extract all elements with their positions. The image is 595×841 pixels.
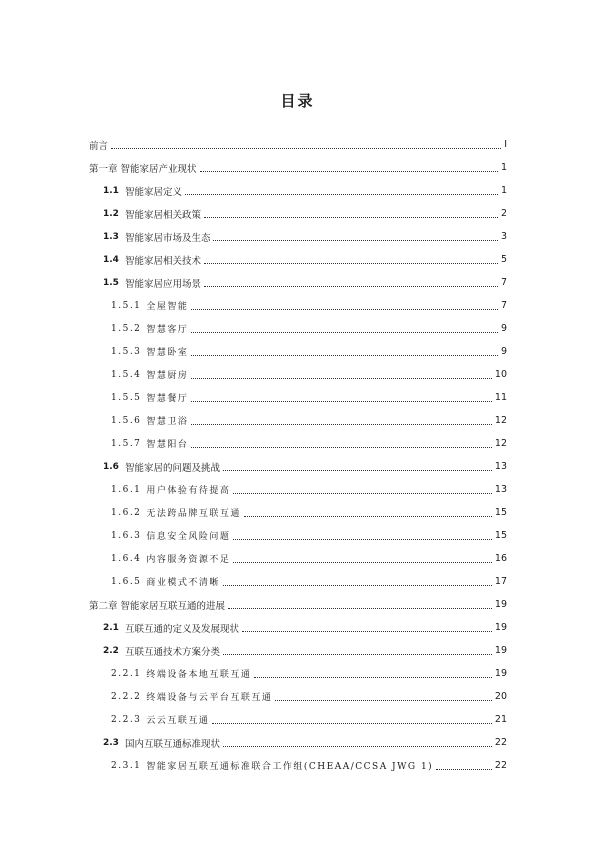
toc-entry[interactable] (89, 547, 507, 570)
toc-entry-page: I (504, 139, 507, 150)
toc-entry-page: 1 (500, 162, 507, 173)
toc-entry-page: 3 (500, 231, 507, 242)
toc-entry-number: 1.1 (103, 185, 119, 196)
toc-entry-title: 智慧客厅 (146, 325, 189, 335)
toc-entry-page: 9 (500, 323, 507, 334)
toc-dot-leader (191, 331, 498, 333)
toc-entry-page: 9 (500, 346, 507, 357)
toc-entry-page: 7 (500, 277, 507, 288)
toc-entry-title: 信息安全风险问题 (146, 532, 231, 542)
toc-entry-title: 智能家居的问题及挑战 (124, 462, 220, 474)
toc-entry-title: 互联互通技术方案分类 (124, 646, 220, 658)
toc-entry-page: 12 (494, 415, 507, 426)
toc-entry-number: 2.3.1 (111, 760, 142, 771)
toc-entry-number: 1.5.7 (111, 438, 142, 449)
toc-entry[interactable] (89, 731, 507, 754)
toc-entry-number: 1.6.4 (111, 553, 142, 564)
toc-entry[interactable] (89, 225, 507, 248)
toc-entry-title: 智能家居市场及生态 (124, 232, 211, 244)
toc-entry[interactable] (89, 294, 507, 317)
toc-dot-leader (223, 653, 492, 655)
toc-entry-title: 第二章 智能家居互联互通的进展 (89, 600, 226, 612)
toc-entry-page: 19 (494, 668, 507, 679)
toc-entry-number: 1.3 (103, 231, 119, 242)
toc-entry[interactable] (89, 478, 507, 501)
toc-entry[interactable] (89, 271, 507, 294)
toc-entry-number: 1.5.3 (111, 346, 142, 357)
toc-entry[interactable] (89, 501, 507, 524)
toc-entry-title: 商业模式不清晰 (146, 578, 220, 588)
toc-dot-leader (191, 308, 498, 310)
toc-dot-leader (185, 193, 498, 195)
toc-entry-number: 1.6.2 (111, 507, 142, 518)
toc-entry-title: 智能家居相关技术 (124, 255, 201, 267)
toc-entry-number: 2.3 (103, 737, 119, 748)
toc-entry-title: 全屋智能 (146, 302, 189, 312)
toc-entry-number: 1.4 (103, 254, 119, 265)
toc-entry-page: 13 (494, 461, 507, 472)
toc-entry-title: 终端设备本地互联互通 (146, 670, 252, 680)
toc-entry-page: 5 (500, 254, 507, 265)
toc-entry[interactable] (89, 317, 507, 340)
toc-entry-page: 17 (494, 576, 507, 587)
toc-entry-number: 1.6.5 (111, 576, 142, 587)
toc-entry-title: 国内互联互通标准现状 (124, 738, 220, 750)
toc-entry-number: 2.2 (103, 645, 119, 656)
toc-entry[interactable] (89, 754, 507, 777)
toc-entry-number: 1.5.4 (111, 369, 142, 380)
toc-entry-page: 19 (494, 645, 507, 656)
toc-dot-leader (242, 630, 492, 632)
toc-entry[interactable] (89, 455, 507, 478)
toc-entry[interactable] (89, 179, 507, 202)
toc-entry-title: 智慧阳台 (146, 440, 189, 450)
toc-entry[interactable] (89, 248, 507, 271)
toc-entry-title: 智能家居定义 (124, 186, 182, 198)
toc-entry-title: 智慧卧室 (146, 348, 189, 358)
toc-entry[interactable] (89, 133, 507, 156)
toc-dot-leader (233, 538, 491, 540)
toc-entry-title: 智慧卫浴 (146, 417, 189, 427)
toc-entry-number: 1.5.2 (111, 323, 142, 334)
toc-entry-title: 智慧厨房 (146, 371, 189, 381)
toc-entry-number: 1.5 (103, 277, 119, 288)
toc-entry[interactable] (89, 340, 507, 363)
toc-dot-leader (191, 354, 498, 356)
toc-entry-number: 2.2.2 (111, 691, 142, 702)
toc-dot-leader (223, 469, 492, 471)
toc-entry-title: 无法跨品牌互联互通 (146, 509, 241, 519)
toc-dot-leader (191, 400, 491, 402)
toc-entry-page: 7 (500, 300, 507, 311)
toc-entry-page: 16 (494, 553, 507, 564)
table-of-contents (89, 133, 507, 777)
toc-entry-page: 1 (500, 185, 507, 196)
toc-entry[interactable] (89, 685, 507, 708)
toc-entry[interactable] (89, 156, 507, 179)
toc-dot-leader (191, 446, 491, 448)
toc-entry-page: 12 (494, 438, 507, 449)
toc-entry-page: 15 (494, 530, 507, 541)
toc-entry-number: 1.2 (103, 208, 119, 219)
toc-entry[interactable] (89, 386, 507, 409)
toc-entry-title: 前言 (89, 140, 109, 152)
toc-entry-page: 11 (494, 392, 507, 403)
toc-entry-number: 1.6.1 (111, 484, 142, 495)
toc-dot-leader (204, 216, 498, 218)
toc-dot-leader (233, 561, 491, 563)
toc-entry[interactable] (89, 708, 507, 731)
toc-entry-page: 22 (494, 760, 507, 771)
toc-entry-title: 终端设备与云平台互联互通 (146, 693, 273, 703)
toc-entry-title: 智能家居互联互通标准联合工作组(CHEAA/CCSA JWG 1) (146, 762, 434, 772)
toc-entry-page: 15 (494, 507, 507, 518)
toc-dot-leader (223, 745, 492, 747)
toc-dot-leader (111, 147, 501, 149)
toc-entry-title: 互联互通的定义及发展现状 (124, 623, 239, 635)
toc-entry-title: 内容服务资源不足 (146, 555, 231, 565)
toc-entry-page: 2 (500, 208, 507, 219)
toc-entry-title: 智能家居应用场景 (124, 278, 201, 290)
toc-entry[interactable] (89, 432, 507, 455)
page-title: 目录 (280, 92, 315, 110)
toc-entry-page: 20 (494, 691, 507, 702)
toc-dot-leader (204, 285, 498, 287)
toc-entry-title: 用户体验有待提高 (146, 486, 231, 496)
toc-dot-leader (200, 170, 498, 172)
toc-entry-number: 2.2.1 (111, 668, 142, 679)
toc-entry-page: 22 (494, 737, 507, 748)
toc-dot-leader (275, 699, 491, 701)
toc-entry[interactable] (89, 363, 507, 386)
toc-dot-leader (233, 492, 491, 494)
toc-entry-title: 智能家居相关政策 (124, 209, 201, 221)
toc-entry-number: 1.5.6 (111, 415, 142, 426)
toc-entry[interactable] (89, 639, 507, 662)
toc-entry-number: 2.1 (103, 622, 119, 633)
toc-entry-page: 10 (494, 369, 507, 380)
toc-entry[interactable] (89, 409, 507, 432)
toc-entry-page: 19 (494, 622, 507, 633)
toc-entry-number: 1.6.3 (111, 530, 142, 541)
toc-dot-leader (244, 515, 492, 517)
toc-entry[interactable] (89, 662, 507, 685)
toc-dot-leader (213, 239, 497, 241)
toc-entry-page: 21 (494, 714, 507, 725)
toc-dot-leader (212, 722, 491, 724)
toc-entry-title: 智慧餐厅 (146, 394, 189, 404)
toc-entry[interactable] (89, 570, 507, 593)
toc-dot-leader (228, 607, 492, 609)
toc-entry[interactable] (89, 593, 507, 616)
toc-entry[interactable] (89, 616, 507, 639)
toc-dot-leader (204, 262, 498, 264)
toc-entry[interactable] (89, 202, 507, 225)
toc-entry-page: 19 (494, 599, 507, 610)
toc-entry-number: 2.2.3 (111, 714, 142, 725)
toc-entry-title: 第一章 智能家居产业现状 (89, 163, 197, 175)
toc-entry-page: 13 (494, 484, 507, 495)
toc-entry-number: 1.6 (103, 461, 119, 472)
toc-dot-leader (254, 676, 491, 678)
toc-entry-number: 1.5.1 (111, 300, 142, 311)
toc-dot-leader (223, 584, 492, 586)
toc-dot-leader (436, 768, 492, 770)
toc-entry-title: 云云互联互通 (146, 716, 210, 726)
toc-entry[interactable] (89, 524, 507, 547)
toc-dot-leader (191, 377, 491, 379)
toc-dot-leader (191, 423, 491, 425)
toc-entry-number: 1.5.5 (111, 392, 142, 403)
